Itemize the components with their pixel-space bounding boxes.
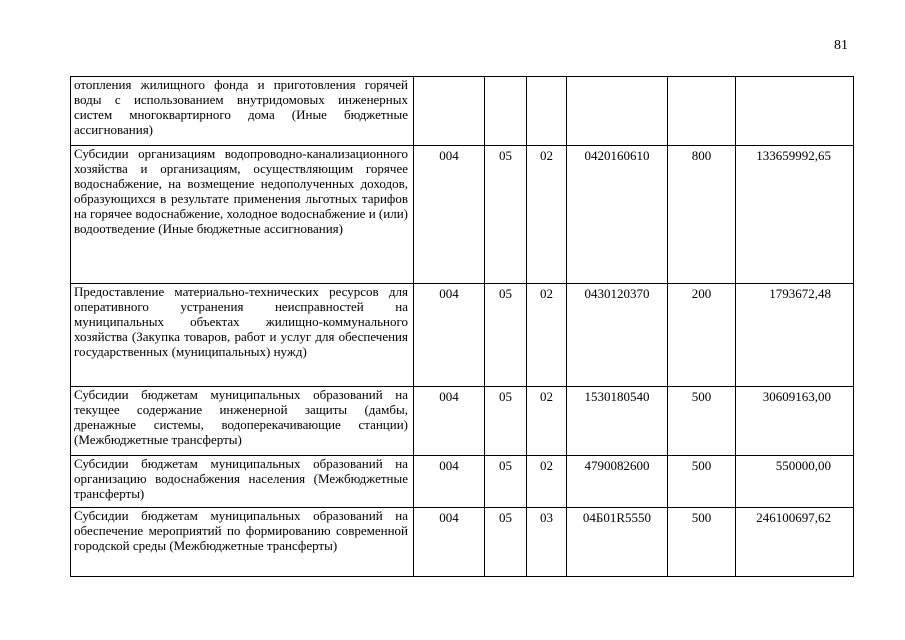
table-row — [71, 284, 854, 387]
expense-type-code — [668, 77, 736, 146]
table-row — [71, 456, 854, 508]
table-row — [71, 146, 854, 284]
section-code: 05 — [485, 387, 527, 456]
expense-type-code: 500 — [668, 508, 736, 577]
ministry-code — [414, 77, 485, 146]
section-code: 05 — [485, 508, 527, 577]
target-article-code — [567, 77, 668, 146]
ministry-code: 004 — [414, 387, 485, 456]
expense-type-code: 800 — [668, 146, 736, 284]
page-number: 81 — [834, 38, 848, 53]
row-description: Предоставление материально-технических ресурсов для оперативного устранения неисправностей на муниципальных объектах жилищно-коммунального хозяйства (Закупка товаров, работ и услуг для обеспечения государственных (муниципальных) нужд) — [71, 284, 414, 387]
table-row — [71, 387, 854, 456]
target-article-code: 1530180540 — [567, 387, 668, 456]
target-article-code: 4790082600 — [567, 456, 668, 508]
subsection-code: 02 — [527, 387, 567, 456]
amount — [736, 77, 854, 146]
table-row — [71, 77, 854, 146]
ministry-code: 004 — [414, 508, 485, 577]
subsection-code: 02 — [527, 146, 567, 284]
subsection-code: 03 — [527, 508, 567, 577]
expense-type-code: 200 — [668, 284, 736, 387]
amount: 550000,00 — [736, 456, 854, 508]
amount: 1793672,48 — [736, 284, 854, 387]
expense-type-code: 500 — [668, 387, 736, 456]
row-description: отопления жилищного фонда и приготовления горячей воды с использованием внутридомовых инженерных систем многоквартирного дома (Иные бюджетные ассигнования) — [71, 77, 414, 146]
target-article-code: 04Б01R5550 — [567, 508, 668, 577]
subsection-code — [527, 77, 567, 146]
ministry-code: 004 — [414, 284, 485, 387]
row-description: Субсидии бюджетам муниципальных образований на организацию водоснабжения населения (Межбюджетные трансферты) — [71, 456, 414, 508]
ministry-code: 004 — [414, 146, 485, 284]
row-description: Субсидии организациям водопроводно-канализационного хозяйства и организациям, осуществляющим горячее водоснабжение, на возмещение недополученных доходов, образующихся в результате применения льготных тарифов на горячее водоснабжение, холодное водоснабжение и (или) водоотведение (Иные бюджетные ассигнования) — [71, 146, 414, 284]
row-description: Субсидии бюджетам муниципальных образований на обеспечение мероприятий по формированию современной городской среды (Межбюджетные трансферты) — [71, 508, 414, 577]
subsection-code: 02 — [527, 456, 567, 508]
section-code: 05 — [485, 146, 527, 284]
section-code — [485, 77, 527, 146]
amount: 133659992,65 — [736, 146, 854, 284]
target-article-code: 0420160610 — [567, 146, 668, 284]
target-article-code: 0430120370 — [567, 284, 668, 387]
section-code: 05 — [485, 456, 527, 508]
table-row — [71, 508, 854, 577]
amount: 246100697,62 — [736, 508, 854, 577]
amount: 30609163,00 — [736, 387, 854, 456]
subsection-code: 02 — [527, 284, 567, 387]
ministry-code: 004 — [414, 456, 485, 508]
budget-table — [70, 76, 854, 577]
row-description: Субсидии бюджетам муниципальных образований на текущее содержание инженерной защиты (дамбы, дренажные системы, водоперекачивающие станции) (Межбюджетные трансферты) — [71, 387, 414, 456]
expense-type-code: 500 — [668, 456, 736, 508]
section-code: 05 — [485, 284, 527, 387]
